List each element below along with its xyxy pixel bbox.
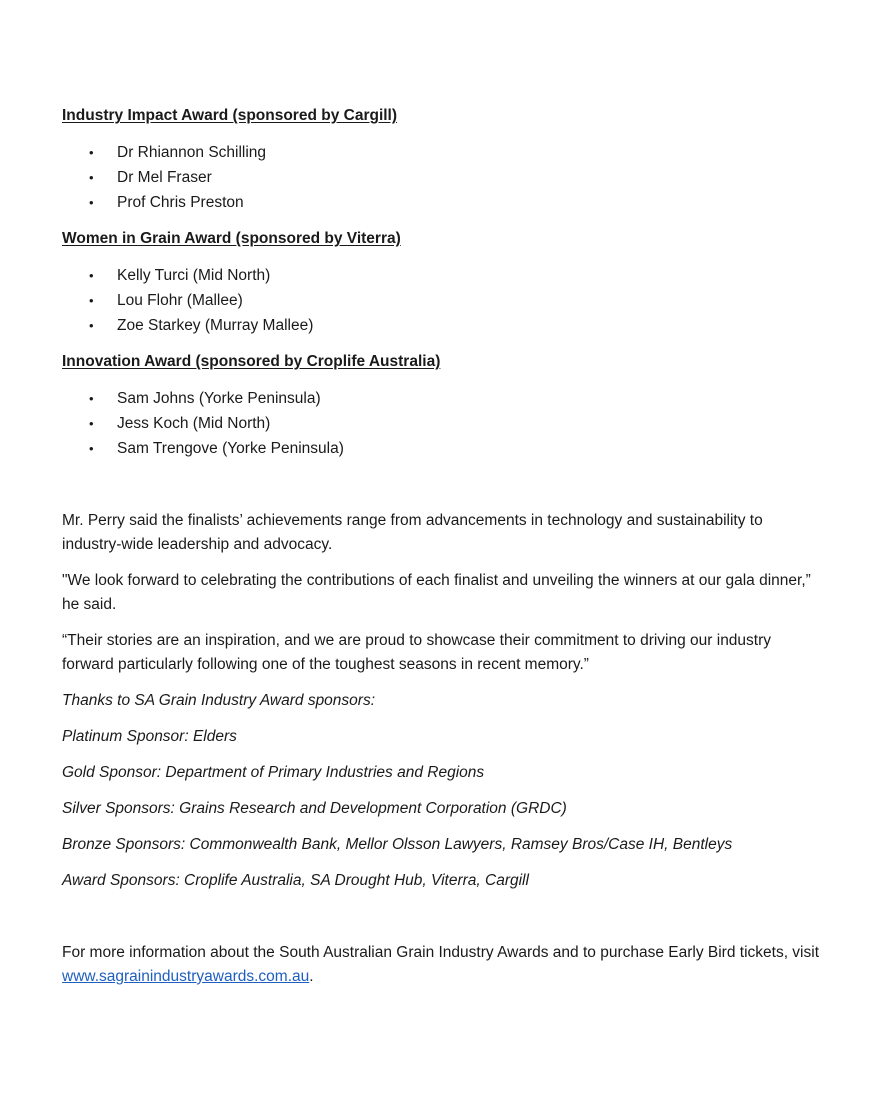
sponsor-award: Award Sponsors: Croplife Australia, SA Drought Hub, Viterra, Cargill	[62, 872, 529, 889]
footer-paragraph	[62, 941, 822, 989]
finalist-list	[62, 386, 822, 461]
finalist-name: Sam Johns (Yorke Peninsula)	[117, 390, 321, 407]
sponsor-silver: Silver Sponsors: Grains Research and Development Corporation (GRDC)	[62, 800, 567, 817]
bullet-icon: •	[89, 293, 94, 308]
finalist-name: Jess Koch (Mid North)	[117, 415, 271, 432]
body-paragraph: "We look forward to celebrating the contributions of each finalist and unveiling the winners at our gala dinner,” he said.	[62, 572, 811, 613]
list-item	[62, 436, 822, 461]
list-item	[62, 140, 822, 165]
finalist-name: Dr Mel Fraser	[117, 169, 212, 186]
award-section-industry-impact	[62, 104, 822, 215]
list-item	[62, 386, 822, 411]
sponsor-bronze: Bronze Sponsors: Commonwealth Bank, Mellor Olsson Lawyers, Ramsey Bros/Case IH, Bentleys	[62, 836, 733, 853]
sponsor-gold: Gold Sponsor: Department of Primary Industries and Regions	[62, 764, 485, 781]
list-item	[62, 313, 822, 338]
finalist-name: Kelly Turci (Mid North)	[117, 267, 271, 284]
bullet-icon: •	[89, 268, 94, 283]
bullet-icon: •	[89, 195, 94, 210]
bullet-icon: •	[89, 416, 94, 431]
finalist-name: Sam Trengove (Yorke Peninsula)	[117, 440, 344, 457]
award-heading: Industry Impact Award (sponsored by Cargill)	[62, 107, 398, 124]
bullet-icon: •	[89, 318, 94, 333]
finalist-list	[62, 263, 822, 338]
list-item	[62, 190, 822, 215]
finalist-list	[62, 140, 822, 215]
award-heading: Innovation Award (sponsored by Croplife Australia)	[62, 353, 441, 370]
bullet-icon: •	[89, 391, 94, 406]
footer-text: For more information about the South Australian Grain Industry Awards and to purchase Early Bird tickets, visit	[62, 944, 819, 961]
award-heading: Women in Grain Award (sponsored by Viterra)	[62, 230, 401, 247]
bullet-icon: •	[89, 145, 94, 160]
section-spacer	[62, 905, 822, 941]
footer-text-end: .	[309, 968, 314, 985]
body-paragraph: Mr. Perry said the finalists’ achievements range from advancements in technology and sustainability to industry-wide leadership and advocacy.	[62, 512, 763, 553]
list-item	[62, 263, 822, 288]
bullet-icon: •	[89, 170, 94, 185]
body-paragraph: “Their stories are an inspiration, and we are proud to showcase their commitment to driving our industry forward particularly following one of the toughest seasons in recent memory.”	[62, 632, 772, 673]
section-spacer	[62, 473, 822, 509]
award-section-innovation	[62, 350, 822, 461]
list-item	[62, 411, 822, 436]
finalist-name: Zoe Starkey (Murray Mallee)	[117, 317, 314, 334]
bullet-icon: •	[89, 441, 94, 456]
list-item	[62, 288, 822, 313]
list-item	[62, 165, 822, 190]
awards-website-link[interactable]: www.sagrainindustryawards.com.au	[62, 968, 310, 985]
finalist-name: Lou Flohr (Mallee)	[117, 292, 243, 309]
finalist-name: Prof Chris Preston	[117, 194, 244, 211]
document-page	[62, 104, 822, 1001]
award-section-women-in-grain	[62, 227, 822, 338]
sponsors-intro: Thanks to SA Grain Industry Award sponsors:	[62, 692, 376, 709]
sponsor-platinum: Platinum Sponsor: Elders	[62, 728, 237, 745]
finalist-name: Dr Rhiannon Schilling	[117, 144, 267, 161]
